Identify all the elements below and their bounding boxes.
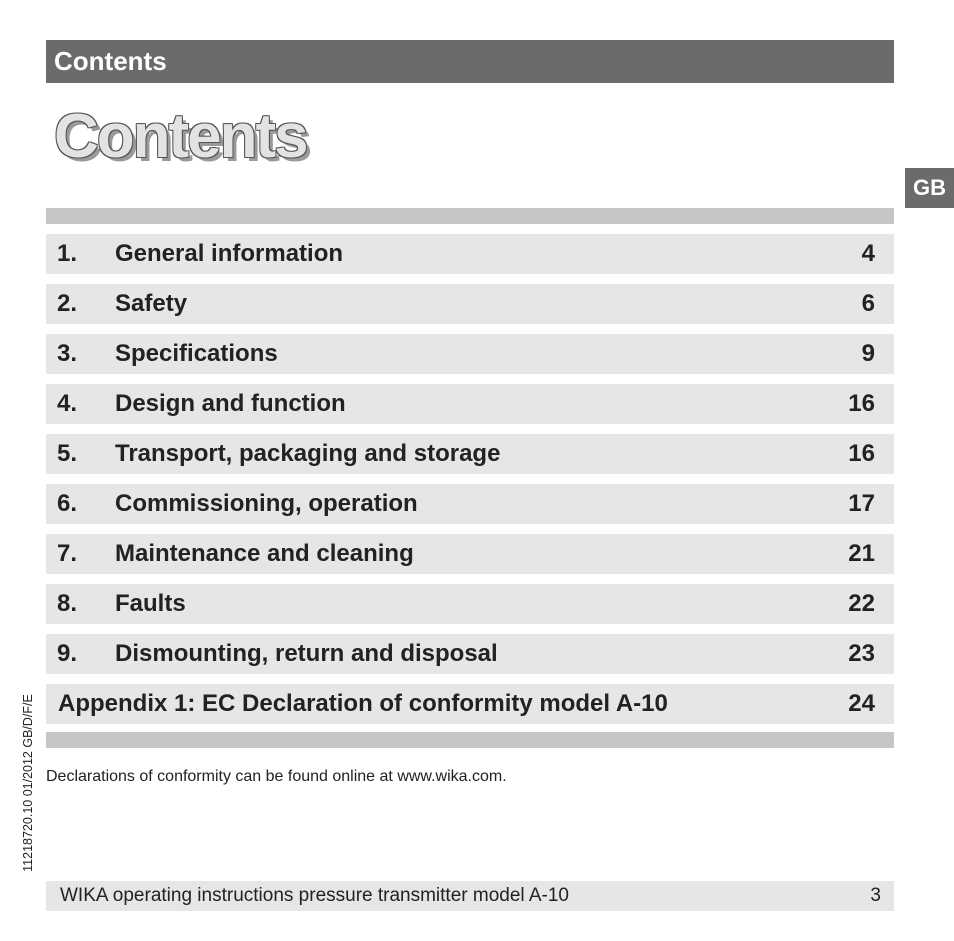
- toc-item-number: 8.: [57, 590, 78, 617]
- page-title: Contents: [54, 102, 307, 171]
- toc-item-page: 23: [848, 640, 875, 667]
- toc-item-maintenance[interactable]: [46, 534, 894, 574]
- toc-item-number: 6.: [57, 490, 78, 517]
- toc-item-commissioning[interactable]: [46, 484, 894, 524]
- document-code: 11218720.10 01/2012 GB/D/F/E: [21, 694, 35, 872]
- toc-item-page: 16: [848, 440, 875, 467]
- toc-item-title: Maintenance and cleaning: [115, 540, 414, 567]
- toc-item-dismounting[interactable]: [46, 634, 894, 674]
- toc-item-title: Design and function: [115, 390, 346, 417]
- toc-item-title: Commissioning, operation: [115, 490, 418, 517]
- toc-item-title: Dismounting, return and disposal: [115, 640, 498, 667]
- toc-item-page: 21: [848, 540, 875, 567]
- toc-item-design-and-function[interactable]: [46, 384, 894, 424]
- toc-item-number: 4.: [57, 390, 78, 417]
- toc-item-general-information[interactable]: [46, 234, 894, 274]
- header-label: Contents: [54, 46, 167, 76]
- toc-item-title: Faults: [115, 590, 186, 617]
- language-tab[interactable]: GB: [905, 168, 954, 208]
- separator-bottom: [46, 732, 894, 748]
- toc-item-number: 3.: [57, 340, 78, 367]
- header-bar: [46, 40, 894, 83]
- toc-item-number: 9.: [57, 640, 78, 667]
- toc-item-number: 1.: [57, 240, 78, 267]
- toc-item-title: Specifications: [115, 340, 278, 367]
- toc-item-page: 9: [861, 340, 875, 367]
- page-footer: [46, 881, 894, 911]
- toc-item-title: Appendix 1: EC Declaration of conformity model A-10: [58, 690, 668, 717]
- toc-item-transport[interactable]: [46, 434, 894, 474]
- table-of-contents: [46, 234, 894, 734]
- toc-item-number: 5.: [57, 440, 78, 467]
- toc-item-page: 16: [848, 390, 875, 417]
- footer-text: WIKA operating instructions pressure transmitter model A-10: [60, 885, 570, 906]
- toc-item-faults[interactable]: [46, 584, 894, 624]
- toc-item-title: Safety: [115, 290, 188, 317]
- toc-item-page: 6: [861, 290, 875, 317]
- toc-item-title: General information: [115, 240, 344, 267]
- toc-item-page: 17: [848, 490, 875, 517]
- toc-item-specifications[interactable]: [46, 334, 894, 374]
- toc-item-page: 4: [861, 240, 875, 267]
- toc-item-appendix[interactable]: [46, 684, 894, 724]
- toc-item-safety[interactable]: [46, 284, 894, 324]
- separator-top: [46, 208, 894, 224]
- toc-item-number: 7.: [57, 540, 78, 567]
- toc-item-title: Transport, packaging and storage: [115, 440, 501, 467]
- conformity-note: Declarations of conformity can be found online at www.wika.com.: [46, 768, 507, 785]
- page-number: 3: [870, 885, 881, 906]
- toc-item-number: 2.: [57, 290, 78, 317]
- toc-item-page: 24: [848, 690, 875, 717]
- toc-item-page: 22: [848, 590, 875, 617]
